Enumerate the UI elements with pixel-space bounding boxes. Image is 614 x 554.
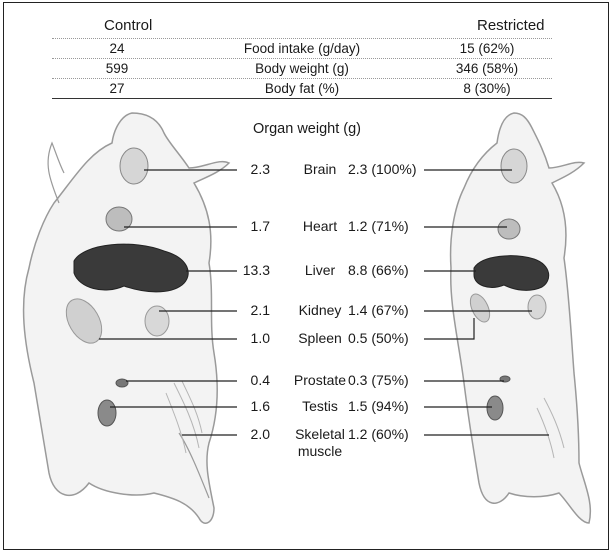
organ-control-value: 2.3 bbox=[250, 161, 270, 177]
figure-frame bbox=[3, 2, 609, 550]
organ-name: Skeletal muscle bbox=[295, 426, 345, 459]
control-brain bbox=[120, 148, 148, 184]
control-prostate bbox=[116, 379, 128, 387]
summary-restricted-value: 346 (58%) bbox=[455, 61, 519, 76]
organ-control-value: 1.0 bbox=[250, 330, 270, 346]
organ-restricted-value: 1.2 (71%) bbox=[348, 218, 409, 234]
restricted-liver bbox=[474, 256, 549, 291]
summary-measure-label: Food intake (g/day) bbox=[243, 41, 361, 56]
organ-restricted-value: 0.3 (75%) bbox=[348, 372, 409, 388]
organ-weight-title: Organ weight (g) bbox=[253, 121, 361, 137]
summary-row bbox=[52, 78, 552, 98]
organ-name: Testis bbox=[302, 398, 338, 414]
organ-name: Prostate bbox=[293, 372, 347, 388]
summary-control-value: 27 bbox=[109, 81, 125, 96]
organ-control-value: 0.4 bbox=[250, 372, 270, 388]
organ-name: Kidney bbox=[298, 302, 342, 318]
organ-control-value: 2.0 bbox=[250, 426, 270, 442]
organ-restricted-value: 2.3 (100%) bbox=[348, 161, 417, 177]
control-column-header: Control bbox=[104, 17, 153, 34]
organ-name: Liver bbox=[304, 262, 336, 278]
restricted-kidney bbox=[528, 295, 546, 319]
organ-name: Brain bbox=[303, 161, 337, 177]
summary-row bbox=[52, 38, 552, 59]
summary-control-value: 24 bbox=[109, 41, 125, 56]
summary-restricted-value: 8 (30%) bbox=[463, 81, 511, 96]
organ-restricted-value: 1.2 (60%) bbox=[348, 426, 409, 442]
organ-control-value: 1.6 bbox=[250, 398, 270, 414]
organ-restricted-value: 1.5 (94%) bbox=[348, 398, 409, 414]
organ-control-value: 13.3 bbox=[242, 262, 270, 278]
organ-restricted-value: 1.4 (67%) bbox=[348, 302, 409, 318]
restricted-column-header: Restricted bbox=[477, 17, 545, 34]
organ-control-value: 1.7 bbox=[250, 218, 270, 234]
restricted-testis bbox=[487, 396, 503, 420]
restricted-brain bbox=[501, 149, 527, 183]
organ-control-value: 2.1 bbox=[250, 302, 270, 318]
restricted-heart bbox=[498, 219, 520, 239]
summary-measure-label: Body fat (%) bbox=[264, 81, 340, 96]
organ-name: Heart bbox=[302, 218, 338, 234]
organ-restricted-value: 8.8 (66%) bbox=[348, 262, 409, 278]
control-testis bbox=[98, 400, 116, 426]
summary-control-value: 599 bbox=[105, 61, 129, 76]
organ-name: Spleen bbox=[298, 330, 342, 346]
restricted-rat bbox=[451, 113, 591, 523]
summary-measure-label: Body weight (g) bbox=[255, 61, 349, 76]
control-rat bbox=[24, 113, 229, 523]
table-bottom-rule bbox=[52, 98, 552, 99]
organ-restricted-value: 0.5 (50%) bbox=[348, 330, 409, 346]
summary-restricted-value: 15 (62%) bbox=[459, 41, 515, 56]
summary-row bbox=[52, 58, 552, 79]
